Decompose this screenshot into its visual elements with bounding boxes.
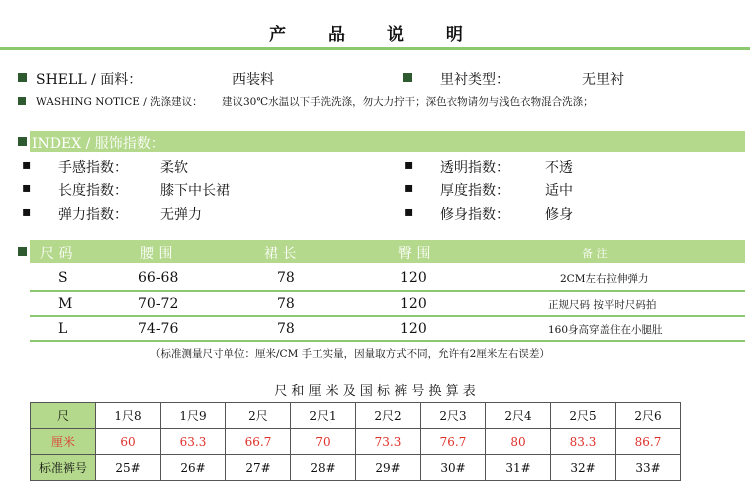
size-cell: M — [58, 296, 73, 312]
waist-cell: 74-76 — [138, 321, 179, 337]
table-cell: 2尺 — [226, 403, 291, 429]
bullet-dot-icon: ▪ — [404, 180, 414, 196]
table-cell: 25# — [96, 455, 161, 481]
table-cell: 2尺6 — [616, 403, 681, 429]
washing-label: WASHING NOTICE / 洗涤建议： — [36, 96, 203, 108]
table-cell: 73.3 — [356, 429, 421, 455]
measurement-footnote: （标准测量尺寸单位：厘米/CM 手工实量，因量取方式不同，允许有2厘米左右误差） — [150, 348, 550, 360]
hip-cell: 120 — [400, 321, 427, 337]
bullet-dot-icon: ▪ — [22, 180, 32, 196]
row-divider — [30, 340, 745, 342]
table-cell: 2尺3 — [421, 403, 486, 429]
bullet-square-icon — [18, 247, 27, 256]
lining-label: 里衬类型： — [440, 72, 510, 88]
table-cell: 2尺5 — [551, 403, 616, 429]
index-label: 弹力指数： — [58, 207, 128, 223]
row-label: 厘米 — [31, 429, 96, 455]
index-label: 透明指数： — [440, 160, 510, 176]
table-cell: 63.3 — [161, 429, 226, 455]
index-value: 适中 — [545, 183, 573, 199]
conversion-table — [30, 402, 681, 481]
length-cell: 78 — [277, 296, 295, 312]
table-cell: 86.7 — [616, 429, 681, 455]
shell-label: SHELL / 面料： — [36, 72, 143, 88]
table-cell: 31# — [486, 455, 551, 481]
row-divider — [30, 290, 745, 292]
index-label: 厚度指数： — [440, 183, 510, 199]
note-cell: 正规尺码 按平时尺码拍 — [548, 299, 657, 311]
table-row — [31, 429, 681, 455]
bullet-dot-icon: ▪ — [404, 157, 414, 173]
waist-cell: 66-68 — [138, 270, 179, 286]
shell-value: 西装料 — [232, 72, 274, 88]
index-label: 修身指数： — [440, 207, 510, 223]
size-table-header-band — [30, 240, 745, 263]
bullet-square-icon — [18, 137, 27, 146]
table-cell: 26# — [161, 455, 226, 481]
size-header-length: 裙 长 — [264, 246, 297, 262]
waist-cell: 70-72 — [138, 296, 179, 312]
index-label: 手感指数： — [58, 160, 128, 176]
bullet-square-icon — [403, 73, 412, 82]
note-cell: 160身高穿盖住在小腿肚 — [548, 324, 663, 336]
table-cell: 1尺9 — [161, 403, 226, 429]
hip-cell: 120 — [400, 270, 427, 286]
size-header-hip: 臀 围 — [398, 246, 431, 262]
length-cell: 78 — [277, 321, 295, 337]
hip-cell: 120 — [400, 296, 427, 312]
size-header-size: 尺 码 — [40, 246, 73, 262]
table-cell: 1尺8 — [96, 403, 161, 429]
title-divider — [0, 47, 750, 50]
table-cell: 70 — [291, 429, 356, 455]
table-cell: 80 — [486, 429, 551, 455]
washing-value: 建议30℃水温以下手洗洗涤，勿大力拧干；深色衣物请勿与浅色衣物混合洗涤； — [222, 96, 594, 108]
row-label: 尺 — [31, 403, 96, 429]
bullet-dot-icon: ▪ — [404, 204, 414, 220]
table-cell: 76.7 — [421, 429, 486, 455]
table-cell: 66.7 — [226, 429, 291, 455]
row-divider — [30, 315, 745, 317]
index-value: 柔软 — [160, 160, 188, 176]
row-label: 标准裤号 — [31, 455, 96, 481]
page-title: 产 品 说 明 — [269, 25, 481, 45]
size-cell: S — [58, 270, 68, 286]
table-row — [31, 403, 681, 429]
table-cell: 32# — [551, 455, 616, 481]
note-cell: 2CM左右拉伸弹力 — [560, 273, 649, 285]
bullet-dot-icon: ▪ — [22, 204, 32, 220]
size-header-note: 备 注 — [582, 247, 608, 260]
index-value: 无弹力 — [160, 207, 202, 223]
table-cell: 2尺1 — [291, 403, 356, 429]
index-label: 长度指数： — [58, 183, 128, 199]
index-header: INDEX / 服饰指数： — [32, 136, 165, 152]
table-cell: 2尺4 — [486, 403, 551, 429]
table-cell: 29# — [356, 455, 421, 481]
table-row — [31, 455, 681, 481]
table-cell: 28# — [291, 455, 356, 481]
index-value: 膝下中长裙 — [160, 183, 230, 199]
lining-value: 无里衬 — [582, 72, 624, 88]
index-value: 不透 — [545, 160, 573, 176]
table-cell: 30# — [421, 455, 486, 481]
length-cell: 78 — [277, 270, 295, 286]
table-cell: 33# — [616, 455, 681, 481]
size-header-waist: 腰 围 — [140, 246, 173, 262]
size-cell: L — [58, 321, 68, 337]
table-cell: 60 — [96, 429, 161, 455]
table-cell: 27# — [226, 455, 291, 481]
bullet-square-icon — [18, 73, 27, 82]
table-cell: 2尺2 — [356, 403, 421, 429]
bullet-square-icon — [18, 97, 26, 105]
table-cell: 83.3 — [551, 429, 616, 455]
bullet-dot-icon: ▪ — [22, 157, 32, 173]
index-value: 修身 — [545, 207, 573, 223]
conversion-table-title: 尺 和 厘 米 及 国 标 裤 号 换 算 表 — [274, 384, 476, 399]
